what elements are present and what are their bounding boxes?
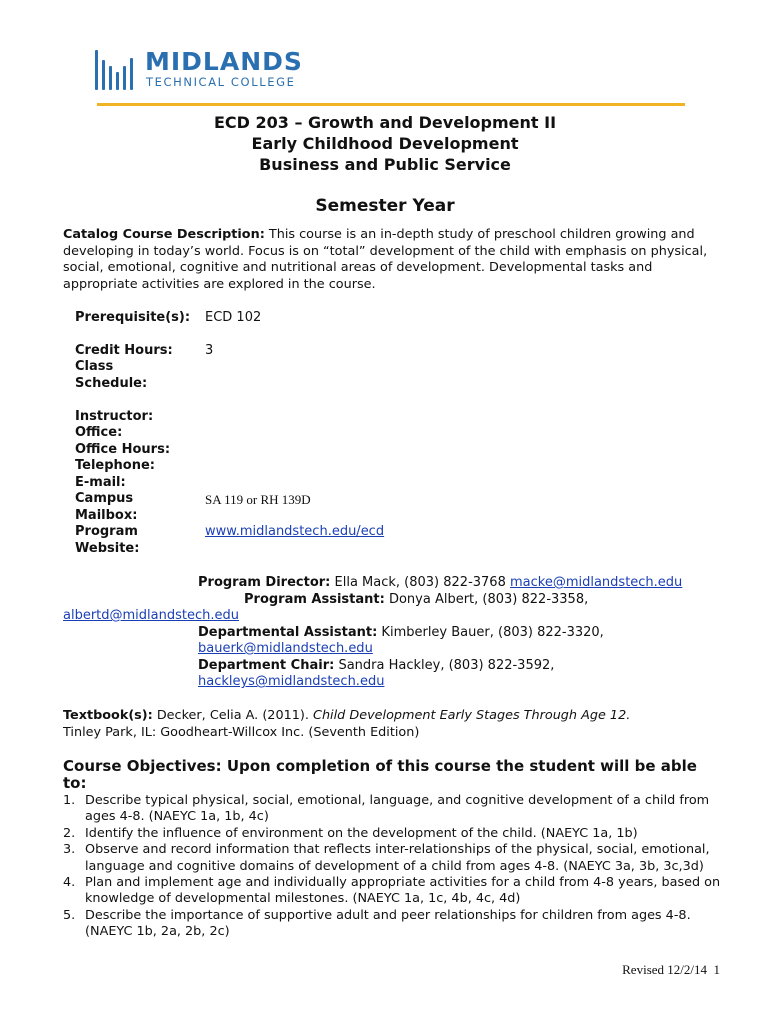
telephone-label: Telephone: xyxy=(75,458,155,473)
program-contacts xyxy=(63,575,723,691)
program-assistant-line xyxy=(63,592,723,609)
page-footer xyxy=(622,962,720,978)
objective-item xyxy=(63,875,723,908)
objectives-list xyxy=(63,793,723,941)
logo-name: MIDLANDS xyxy=(145,47,303,76)
program-assistant-email[interactable]: albertd@midlandstech.edu xyxy=(63,608,239,623)
prerequisite-value: ECD 102 xyxy=(205,310,262,325)
objective-number: 5. xyxy=(63,907,76,923)
logo-bars-icon xyxy=(95,50,139,90)
objective-text: Observe and record information that reflects inter-relationships of the physical, social, emotional, language and cognitive domains of development of a child from ages 4-8. (NAEYC 3a, 3b, 3c,3d) xyxy=(85,842,710,874)
department-chair-email-line xyxy=(63,674,723,691)
email-label: E-mail: xyxy=(75,475,126,490)
objective-item xyxy=(63,793,723,826)
objective-text: Describe the importance of supportive adult and peer relationships for children from ages 4-8. (NAEYC 1b, 2a, 2b, 2c) xyxy=(85,907,691,940)
objective-number: 4. xyxy=(63,875,76,891)
program-director-label: Program Director: xyxy=(198,575,331,590)
program-website-label: Program Website: xyxy=(75,524,140,556)
departmental-assistant-email-line xyxy=(63,641,723,658)
objective-number: 1. xyxy=(63,793,76,808)
campus-mailbox-label: Campus Mailbox: xyxy=(75,491,138,523)
departmental-assistant-line xyxy=(63,625,723,642)
textbook-author: Decker, Celia A. (2011). xyxy=(152,708,314,723)
departmental-assistant-label: Departmental Assistant: xyxy=(198,624,378,640)
prerequisite-label: Prerequisite(s): xyxy=(75,310,191,325)
credit-hours-label: Credit Hours: xyxy=(75,343,173,358)
catalog-description xyxy=(63,227,718,293)
objective-text: Identify the influence of environment on the development of the child. (NAEYC 1a, 1b) xyxy=(85,825,638,841)
department-chair-email[interactable]: hackleys@midlandstech.edu xyxy=(198,674,385,689)
departmental-assistant-email[interactable]: bauerk@midlandstech.edu xyxy=(198,641,373,656)
program-director-line xyxy=(63,575,723,592)
department-chair-line xyxy=(63,658,723,675)
program-assistant-text: Donya Albert, (803) 822-3358, xyxy=(384,591,589,607)
objective-text: Describe typical physical, social, emotional, language, and cognitive development of a child from ages 4-8. (NAEYC 1a, 1b, 4c) xyxy=(85,793,710,825)
class-schedule-label: Class Schedule: xyxy=(75,359,148,391)
division-name: Business and Public Service xyxy=(259,155,511,174)
page-number: 1 xyxy=(713,962,720,977)
objective-number: 3. xyxy=(63,842,76,858)
revised-date: Revised 12/2/14 xyxy=(622,962,707,977)
textbook-title: Child Development Early Stages Through Age 12. xyxy=(313,708,631,723)
department-chair-label: Department Chair: xyxy=(198,657,335,673)
departmental-assistant-text: Kimberley Bauer, (803) 822-3320, xyxy=(377,624,604,640)
textbook-publisher: Tinley Park, IL: Goodheart-Willcox Inc. (Seventh Edition) xyxy=(63,724,420,740)
program-director-text: Ella Mack, (803) 822-3768 xyxy=(330,575,510,590)
department-chair-text: Sandra Hackley, (803) 822-3592, xyxy=(334,657,555,673)
program-assistant-label: Program Assistant: xyxy=(244,591,385,607)
program-name: Early Childhood Development xyxy=(251,134,519,153)
program-assistant-email-line xyxy=(63,608,723,625)
catalog-label: Catalog Course Description: xyxy=(63,227,265,242)
objective-number: 2. xyxy=(63,825,76,841)
term-heading: Semester Year xyxy=(315,196,455,216)
course-title: ECD 203 – Growth and Development II xyxy=(213,113,557,132)
program-website-link[interactable]: www.midlandstech.edu/ecd xyxy=(205,524,385,539)
objective-item xyxy=(63,842,723,875)
objective-item xyxy=(63,826,723,842)
logo-subtitle: TECHNICAL COLLEGE xyxy=(146,75,296,89)
header-divider xyxy=(97,103,685,106)
objective-item xyxy=(63,908,723,941)
office-label: Office: xyxy=(75,425,123,440)
instructor-label: Instructor: xyxy=(75,409,154,424)
objective-text: Plan and implement age and individually appropriate activities for a child from 4-8 years, based on knowledge of developmental milestones. (NAEYC 1a, 1c, 4b, 4c, 4d) xyxy=(85,875,721,907)
textbook-line xyxy=(63,708,718,725)
program-director-email[interactable]: macke@midlandstech.edu xyxy=(509,575,683,590)
textbook-info xyxy=(63,708,718,741)
office-hours-label: Office Hours: xyxy=(75,442,171,457)
credit-hours-value: 3 xyxy=(205,343,214,358)
textbook-label: Textbook(s): xyxy=(63,708,153,723)
objectives-heading: Course Objectives: Upon completion of this course the student will be able to: xyxy=(63,757,697,792)
campus-mailbox-value: SA 119 or RH 139D xyxy=(205,492,311,507)
catalog-text: This course is an in-depth study of preschool children growing and developing in today’s world. Focus is on “total” development of the child with emphasis on physical, social, emotional, cognitive and nutritional areas of development. Developmental tasks and appropriate activities are explored in the course. xyxy=(63,227,708,292)
